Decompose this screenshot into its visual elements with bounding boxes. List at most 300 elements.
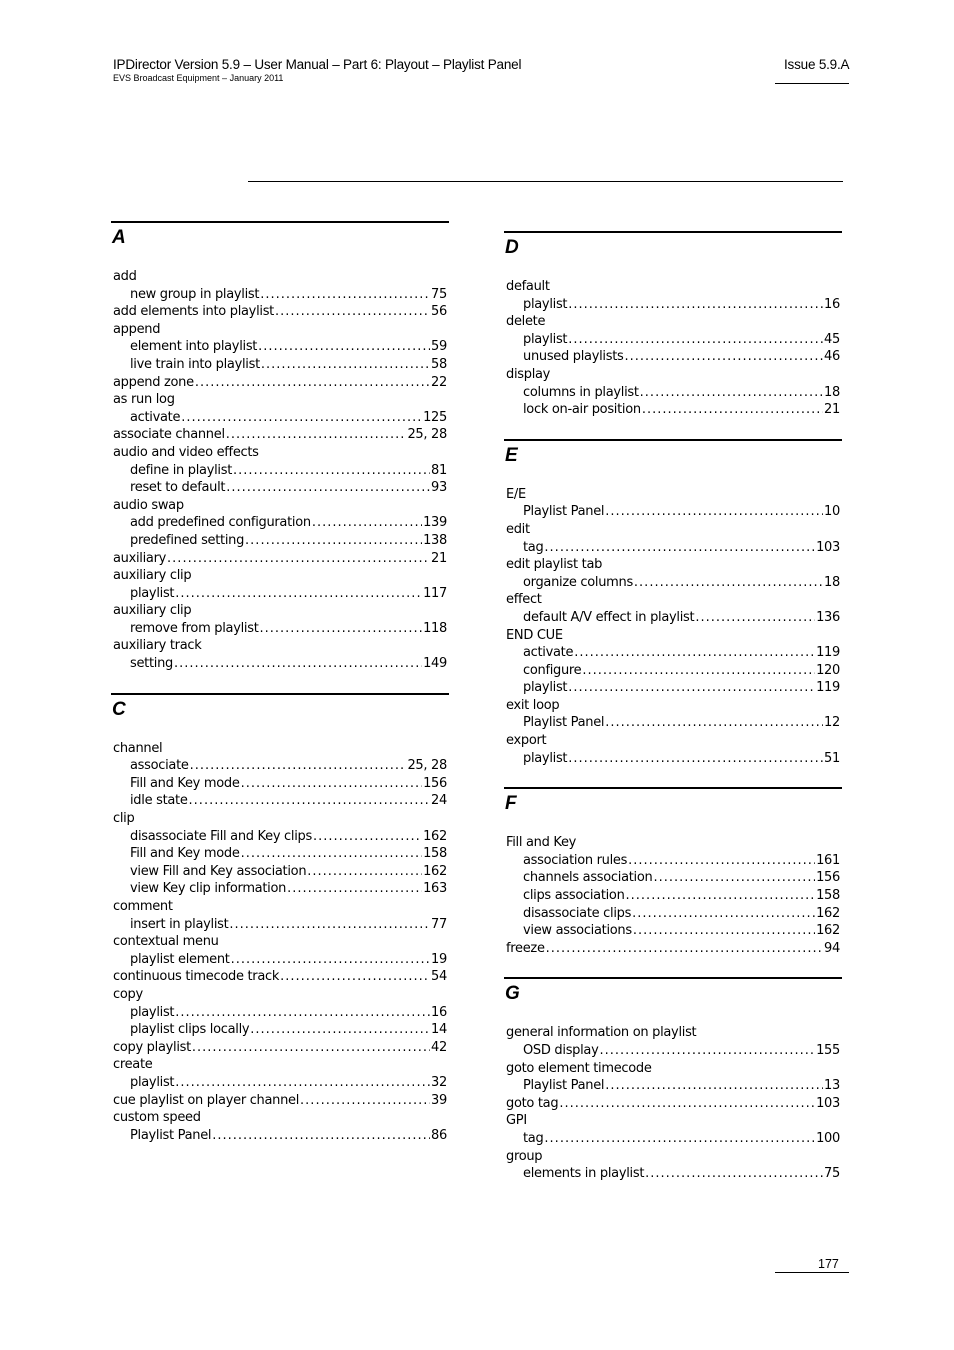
entry-term: unused playlists xyxy=(523,349,624,365)
index-entry xyxy=(111,1056,449,1074)
index-entry xyxy=(504,313,842,331)
dot-leader xyxy=(568,296,823,314)
dot-leader xyxy=(300,1092,430,1110)
entry-term: copy xyxy=(113,986,143,1002)
entry-term: playlist xyxy=(523,296,568,312)
entry-term: exit loop xyxy=(506,697,560,713)
index-entry xyxy=(504,627,842,645)
dot-leader xyxy=(574,644,815,662)
index-subentry xyxy=(111,775,449,793)
dot-leader xyxy=(250,1021,430,1039)
section-letter: C xyxy=(112,698,126,720)
entry-term: OSD display xyxy=(523,1043,599,1058)
index-entry-list xyxy=(504,278,842,419)
entry-page-ref[interactable]: 86 xyxy=(431,1127,447,1143)
entry-term: reset to default xyxy=(130,480,226,496)
dot-leader xyxy=(167,550,430,568)
index-subentry xyxy=(504,679,842,697)
entry-term: default A/V effect in playlist xyxy=(523,609,695,625)
entry-page-ref[interactable]: 158 xyxy=(816,888,840,904)
dot-leader xyxy=(258,338,430,356)
index-entry xyxy=(111,391,449,409)
index-section-a xyxy=(111,221,449,673)
dot-leader xyxy=(275,303,430,321)
entry-term: Fill and Key xyxy=(506,835,577,851)
index-subentry xyxy=(111,845,449,863)
index-subentry xyxy=(504,331,842,349)
entry-page-ref[interactable]: 25, 28 xyxy=(407,427,447,443)
index-section-e xyxy=(504,439,842,768)
index-subentry xyxy=(504,401,842,419)
index-entry xyxy=(111,1039,449,1057)
index-entry xyxy=(504,1060,842,1078)
entry-term: disassociate Fill and Key clips xyxy=(130,828,312,844)
index-subentry xyxy=(111,1074,449,1092)
entry-page-ref[interactable]: 32 xyxy=(431,1074,447,1090)
index-subentry xyxy=(111,1021,449,1039)
entry-term: delete xyxy=(506,314,546,330)
entry-term: general information on playlist xyxy=(506,1025,697,1041)
entry-term: insert in playlist xyxy=(130,916,229,932)
index-subentry xyxy=(111,828,449,846)
dot-leader xyxy=(634,574,823,592)
index-subentry xyxy=(504,905,842,923)
index-entry xyxy=(504,591,842,609)
index-subentry xyxy=(111,1004,449,1022)
index-subentry xyxy=(111,620,449,638)
index-top-divider xyxy=(248,181,843,182)
entry-page-ref[interactable]: 56 xyxy=(431,304,447,320)
index-subentry xyxy=(504,750,842,768)
entry-term: add xyxy=(113,269,137,284)
entry-page-ref[interactable]: 162 xyxy=(423,828,447,844)
entry-term: audio and video effects xyxy=(113,444,259,460)
index-entry xyxy=(111,426,449,444)
section-divider xyxy=(504,231,842,233)
entry-term: Playlist Panel xyxy=(523,504,605,520)
entry-page-ref[interactable]: 18 xyxy=(824,384,840,400)
index-subentry xyxy=(504,348,842,366)
entry-page-ref[interactable]: 22 xyxy=(431,374,447,390)
entry-term: add predefined configuration xyxy=(130,515,311,531)
entry-term: tag xyxy=(523,539,544,555)
index-entry xyxy=(504,486,842,504)
index-subentry xyxy=(111,1127,449,1145)
entry-term: associate channel xyxy=(113,427,225,443)
entry-term: Playlist Panel xyxy=(130,1127,212,1143)
entry-page-ref[interactable]: 138 xyxy=(423,532,447,548)
section-divider xyxy=(504,787,842,789)
entry-page-ref[interactable]: 149 xyxy=(423,656,447,672)
index-entry xyxy=(504,556,842,574)
section-letter: A xyxy=(112,227,126,248)
entry-term: audio swap xyxy=(113,497,184,513)
entry-page-ref[interactable]: 14 xyxy=(431,1022,447,1038)
index-subentry xyxy=(504,296,842,314)
index-subentry xyxy=(504,887,842,905)
dot-leader xyxy=(261,356,430,374)
index-entry xyxy=(111,810,449,828)
entry-term: auxiliary clip xyxy=(113,568,192,584)
entry-page-ref[interactable]: 119 xyxy=(816,680,840,696)
footer-divider xyxy=(775,1272,849,1273)
dot-leader xyxy=(175,1074,430,1092)
entry-page-ref[interactable]: 120 xyxy=(816,662,840,678)
entry-page-ref[interactable]: 117 xyxy=(423,585,447,601)
index-subentry xyxy=(111,409,449,427)
dot-leader xyxy=(241,845,423,863)
entry-term: playlist xyxy=(523,750,568,766)
entry-page-ref[interactable]: 94 xyxy=(824,940,840,956)
dot-leader xyxy=(568,750,823,768)
entry-term: define in playlist xyxy=(130,462,233,478)
entry-page-ref[interactable]: 139 xyxy=(423,515,447,531)
entry-term: tag xyxy=(523,1130,544,1146)
entry-page-ref[interactable]: 81 xyxy=(431,462,447,478)
index-subentry xyxy=(504,574,842,592)
entry-term: group xyxy=(506,1148,543,1164)
dot-leader xyxy=(190,757,407,775)
dot-leader xyxy=(568,331,823,349)
entry-page-ref[interactable]: 136 xyxy=(816,609,840,625)
entry-term: view associations xyxy=(523,923,632,939)
index-entry xyxy=(111,303,449,321)
entry-page-ref[interactable]: 103 xyxy=(816,1095,840,1111)
entry-term: clip xyxy=(113,811,135,827)
index-entry xyxy=(504,834,842,852)
dot-leader xyxy=(189,792,431,810)
entry-term: configure xyxy=(523,662,582,678)
index-entry xyxy=(504,1148,842,1166)
section-divider xyxy=(111,221,449,223)
index-entry xyxy=(111,968,449,986)
section-divider xyxy=(504,977,842,979)
entry-term: auxiliary track xyxy=(113,638,202,654)
index-entry xyxy=(111,321,449,339)
entry-page-ref[interactable]: 54 xyxy=(431,969,447,985)
index-entry xyxy=(111,740,449,758)
entry-term: playlist xyxy=(130,585,175,601)
index-subentry xyxy=(504,609,842,627)
dot-leader xyxy=(192,1039,430,1057)
index-subentry xyxy=(111,880,449,898)
index-subentry xyxy=(111,951,449,969)
entry-term: GPI xyxy=(506,1113,527,1129)
index-entry xyxy=(504,732,842,750)
index-entry xyxy=(111,1109,449,1127)
entry-term: auxiliary clip xyxy=(113,603,192,619)
dot-leader xyxy=(307,863,422,881)
entry-term: columns in playlist xyxy=(523,384,639,400)
index-subentry xyxy=(111,286,449,304)
entry-term: display xyxy=(506,366,551,382)
index-entry-list xyxy=(111,740,449,1145)
entry-term: freeze xyxy=(506,940,545,956)
entry-term: Fill and Key mode xyxy=(130,775,240,791)
dot-leader xyxy=(605,1077,823,1095)
entry-page-ref[interactable]: 25, 28 xyxy=(407,758,447,774)
entry-term: clips association xyxy=(523,888,625,904)
dot-leader xyxy=(605,503,823,521)
index-entry xyxy=(111,898,449,916)
index-subentry xyxy=(111,532,449,550)
entry-term: copy playlist xyxy=(113,1039,191,1055)
index-entry xyxy=(504,697,842,715)
index-column-right xyxy=(504,231,842,1203)
entry-term: append xyxy=(113,321,161,337)
entry-term: organize columns xyxy=(523,574,633,590)
dot-leader xyxy=(226,426,407,444)
entry-term: idle state xyxy=(130,793,188,809)
index-entry xyxy=(111,550,449,568)
page-number: 177 xyxy=(818,1257,839,1271)
entry-term: create xyxy=(113,1057,153,1073)
section-letter: G xyxy=(505,983,520,1005)
index-subentry xyxy=(504,922,842,940)
entry-term: auxiliary xyxy=(113,550,167,566)
index-section-c xyxy=(111,693,449,1145)
dot-leader xyxy=(544,1130,815,1148)
entry-term: playlist xyxy=(523,680,568,696)
dot-leader xyxy=(260,620,423,638)
entry-page-ref[interactable]: 39 xyxy=(431,1092,447,1108)
document-title: IPDirector Version 5.9 – User Manual – Part 6: Playout – Playlist Panel xyxy=(113,57,522,72)
entry-page-ref[interactable]: 162 xyxy=(816,905,840,921)
index-entry xyxy=(504,940,842,958)
entry-term: export xyxy=(506,733,547,749)
index-entry xyxy=(504,366,842,384)
entry-page-ref[interactable]: 16 xyxy=(431,1004,447,1020)
entry-term: playlist clips locally xyxy=(130,1022,250,1038)
entry-term: custom speed xyxy=(113,1110,201,1126)
index-subentry xyxy=(111,356,449,374)
index-entry-list xyxy=(111,268,449,673)
entry-page-ref[interactable]: 75 xyxy=(824,1166,840,1182)
index-entry xyxy=(111,497,449,515)
entry-page-ref[interactable]: 42 xyxy=(431,1039,447,1055)
index-entry xyxy=(111,268,449,286)
entry-page-ref[interactable]: 59 xyxy=(431,339,447,355)
entry-page-ref[interactable]: 119 xyxy=(816,645,840,661)
entry-term: cue playlist on player channel xyxy=(113,1092,300,1108)
entry-page-ref[interactable]: 46 xyxy=(824,349,840,365)
dot-leader xyxy=(544,539,815,557)
entry-term: association rules xyxy=(523,852,628,868)
entry-term: goto tag xyxy=(506,1095,559,1111)
entry-page-ref[interactable]: 103 xyxy=(816,539,840,555)
entry-page-ref[interactable]: 24 xyxy=(431,793,447,809)
index-entry-list xyxy=(504,486,842,768)
dot-leader xyxy=(245,532,422,550)
entry-page-ref[interactable]: 155 xyxy=(816,1043,840,1058)
index-column-left xyxy=(111,221,449,1164)
entry-page-ref[interactable]: 156 xyxy=(816,870,840,886)
index-subentry xyxy=(504,852,842,870)
entry-page-ref[interactable]: 162 xyxy=(423,863,447,879)
dot-leader xyxy=(195,374,430,392)
index-section-d xyxy=(504,231,842,419)
index-entry-list xyxy=(504,834,842,957)
entry-page-ref[interactable]: 118 xyxy=(423,620,447,636)
index-entry xyxy=(504,1024,842,1042)
entry-term: activate xyxy=(523,645,574,661)
section-letter: D xyxy=(505,237,519,258)
dot-leader xyxy=(640,384,823,402)
entry-page-ref[interactable]: 125 xyxy=(423,409,447,425)
index-subentry xyxy=(111,916,449,934)
dot-leader xyxy=(633,922,815,940)
entry-term: channel xyxy=(113,740,163,756)
index-subentry xyxy=(111,462,449,480)
entry-page-ref[interactable]: 158 xyxy=(423,846,447,862)
dot-leader xyxy=(233,462,430,480)
entry-page-ref[interactable]: 45 xyxy=(824,331,840,347)
entry-page-ref[interactable]: 51 xyxy=(824,750,840,766)
entry-term: live train into playlist xyxy=(130,356,260,372)
dot-leader xyxy=(312,514,422,532)
entry-term: activate xyxy=(130,409,181,425)
index-entry xyxy=(111,986,449,1004)
index-entry xyxy=(504,278,842,296)
section-divider xyxy=(111,693,449,695)
dot-leader xyxy=(546,940,823,958)
dot-leader xyxy=(241,775,423,793)
index-entry xyxy=(504,1112,842,1130)
entry-term: goto element timecode xyxy=(506,1060,652,1076)
entry-term: contextual menu xyxy=(113,934,219,950)
dot-leader xyxy=(287,880,422,898)
index-subentry xyxy=(504,384,842,402)
header-divider xyxy=(775,83,849,84)
entry-term: disassociate clips xyxy=(523,905,632,921)
index-subentry xyxy=(111,792,449,810)
entry-page-ref[interactable]: 163 xyxy=(423,881,447,897)
entry-term: continuous timecode track xyxy=(113,969,280,985)
index-entry-list xyxy=(504,1024,842,1182)
entry-term: view Fill and Key association xyxy=(130,863,307,879)
index-subentry xyxy=(504,644,842,662)
entry-page-ref[interactable]: 162 xyxy=(816,923,840,939)
dot-leader xyxy=(632,905,815,923)
dot-leader xyxy=(628,852,815,870)
index-entry xyxy=(111,374,449,392)
entry-page-ref[interactable]: 19 xyxy=(431,951,447,967)
dot-leader xyxy=(260,286,430,304)
entry-page-ref[interactable]: 156 xyxy=(423,775,447,791)
entry-term: add elements into playlist xyxy=(113,304,274,320)
dot-leader xyxy=(280,968,430,986)
index-subentry xyxy=(111,757,449,775)
index-subentry xyxy=(504,1042,842,1060)
dot-leader xyxy=(175,585,422,603)
index-entry xyxy=(111,567,449,585)
dot-leader xyxy=(568,679,815,697)
dot-leader xyxy=(181,409,422,427)
index-subentry xyxy=(111,338,449,356)
entry-page-ref[interactable]: 10 xyxy=(824,504,840,520)
entry-term: lock on-air position xyxy=(523,402,641,418)
index-subentry xyxy=(504,1077,842,1095)
dot-leader xyxy=(624,348,823,366)
dot-leader xyxy=(605,714,823,732)
document-subtitle: EVS Broadcast Equipment – January 2011 xyxy=(113,73,284,83)
entry-term: channels association xyxy=(523,870,653,886)
index-subentry xyxy=(504,539,842,557)
index-entry xyxy=(504,521,842,539)
index-subentry xyxy=(504,1130,842,1148)
dot-leader xyxy=(642,401,823,419)
index-entry xyxy=(111,444,449,462)
entry-page-ref[interactable]: 58 xyxy=(431,356,447,372)
entry-page-ref[interactable]: 13 xyxy=(824,1078,840,1094)
entry-term: setting xyxy=(130,656,173,672)
index-subentry xyxy=(504,714,842,732)
index-subentry xyxy=(111,514,449,532)
dot-leader xyxy=(695,609,815,627)
entry-page-ref[interactable]: 18 xyxy=(824,574,840,590)
entry-term: default xyxy=(506,279,550,294)
entry-term: playlist xyxy=(523,331,568,347)
entry-page-ref[interactable]: 161 xyxy=(816,852,840,868)
entry-term: Playlist Panel xyxy=(523,715,605,731)
entry-page-ref[interactable]: 16 xyxy=(824,296,840,312)
entry-page-ref[interactable]: 77 xyxy=(431,916,447,932)
section-divider xyxy=(504,439,842,441)
dot-leader xyxy=(582,662,815,680)
dot-leader xyxy=(559,1095,815,1113)
entry-term: remove from playlist xyxy=(130,620,259,636)
entry-term: as run log xyxy=(113,392,175,408)
index-subentry xyxy=(111,655,449,673)
section-letter: F xyxy=(505,793,517,815)
entry-term: END CUE xyxy=(506,627,563,643)
entry-term: edit xyxy=(506,521,530,537)
index-subentry xyxy=(111,585,449,603)
entry-term: element into playlist xyxy=(130,339,258,355)
index-subentry xyxy=(504,869,842,887)
entry-page-ref[interactable]: 75 xyxy=(431,286,447,302)
entry-term: associate xyxy=(130,758,189,774)
dot-leader xyxy=(175,1004,430,1022)
issue-label: Issue 5.9.A xyxy=(784,57,850,72)
entry-term: comment xyxy=(113,899,173,914)
index-subentry xyxy=(111,479,449,497)
index-entry xyxy=(111,1092,449,1110)
entry-page-ref[interactable]: 21 xyxy=(431,550,447,566)
entry-page-ref[interactable]: 21 xyxy=(824,402,840,418)
index-subentry xyxy=(504,1165,842,1183)
dot-leader xyxy=(313,828,422,846)
entry-term: effect xyxy=(506,592,542,608)
index-entry xyxy=(504,1095,842,1113)
index-section-g xyxy=(504,977,842,1182)
entry-page-ref[interactable]: 12 xyxy=(824,715,840,731)
index-subentry xyxy=(504,662,842,680)
entry-page-ref[interactable]: 93 xyxy=(431,480,447,496)
entry-page-ref[interactable]: 100 xyxy=(816,1130,840,1146)
dot-leader xyxy=(653,869,815,887)
entry-term: playlist element xyxy=(130,951,230,967)
index-entry xyxy=(111,637,449,655)
section-letter: E xyxy=(505,444,518,466)
entry-term: Playlist Panel xyxy=(523,1078,605,1094)
dot-leader xyxy=(229,916,430,934)
dot-leader xyxy=(600,1042,816,1060)
entry-term: view Key clip information xyxy=(130,881,287,897)
dot-leader xyxy=(212,1127,430,1145)
entry-term: E/E xyxy=(506,486,526,502)
entry-term: predefined setting xyxy=(130,532,245,548)
